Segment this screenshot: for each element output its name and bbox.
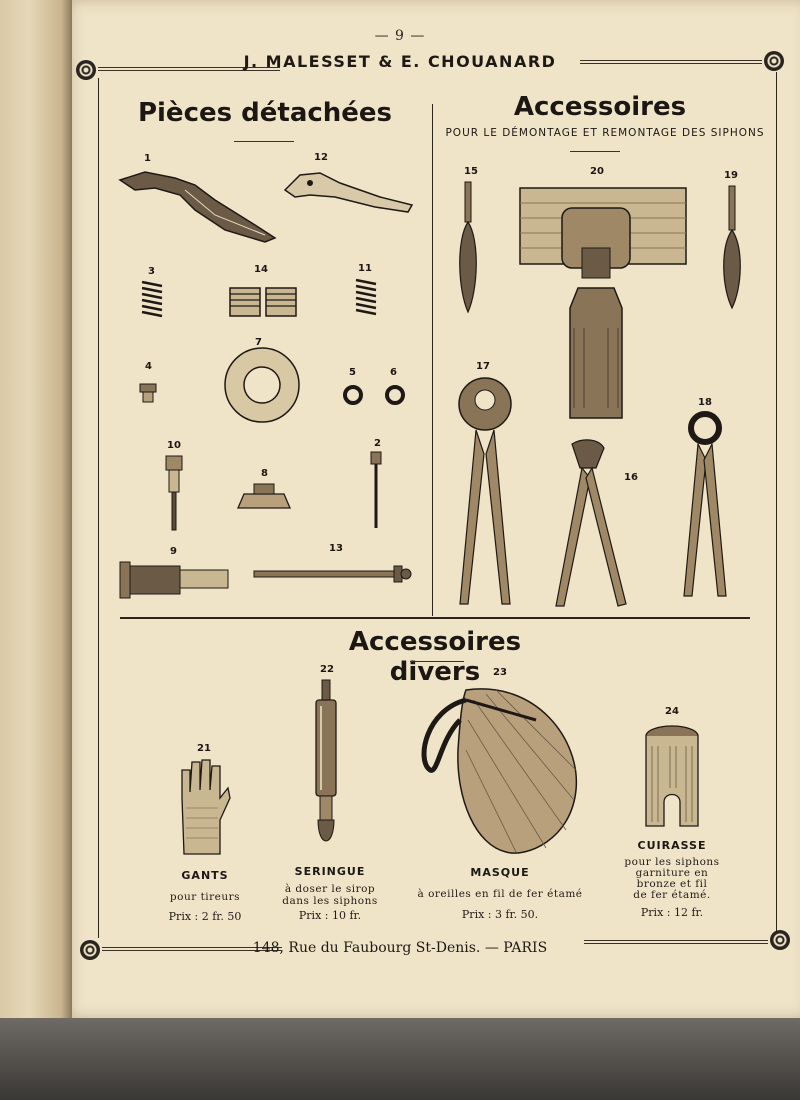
part-number: 7 <box>255 337 262 348</box>
item-desc-cuirasse: bronze et fil <box>636 878 708 890</box>
ring-illustration <box>342 384 364 406</box>
part-number: 8 <box>261 468 268 479</box>
frame-right <box>776 72 777 934</box>
item-price-seringue: Prix : 10 fr. <box>298 909 362 922</box>
item-desc-seringue: à doser le sirop <box>284 883 376 895</box>
cap-illustration <box>234 480 294 512</box>
book-binding <box>0 0 72 1020</box>
bench-vise-siphon-illustration <box>518 178 690 428</box>
column-divider <box>432 104 433 616</box>
cuirasse-illustration <box>642 722 702 832</box>
item-desc-masque: à oreilles en fil de fer étamé <box>417 888 583 900</box>
item-desc-gants: pour tireurs <box>169 891 241 903</box>
screw-cap-illustration <box>226 284 302 320</box>
item-name-seringue: SERINGUE <box>294 865 366 878</box>
item-desc-seringue: dans les siphons <box>282 895 378 907</box>
lever-illustration <box>280 165 420 220</box>
pincers-illustration <box>680 410 730 600</box>
part-number: 23 <box>493 667 507 678</box>
spring-illustration <box>354 276 378 320</box>
part-number: 20 <box>590 166 604 177</box>
scanner-bed <box>0 1018 800 1100</box>
item-price-cuirasse: Prix : 12 fr. <box>640 906 704 919</box>
item-price-gants: Prix : 2 fr. 50 <box>168 910 242 923</box>
washer-illustration <box>222 345 302 425</box>
tube-illustration <box>118 558 232 602</box>
part-number: 14 <box>254 264 268 275</box>
part-number: 2 <box>374 438 381 449</box>
pincers-illustration <box>454 374 516 608</box>
section-subtitle-accessoires: POUR LE DÉMONTAGE ET REMONTAGE DES SIPHONS <box>445 127 765 139</box>
screwdriver-illustration <box>718 184 746 312</box>
part-number: 18 <box>698 397 712 408</box>
part-number: 19 <box>724 170 738 181</box>
part-number: 13 <box>329 543 343 554</box>
needle-illustration <box>368 450 384 532</box>
page-number: — 9 — <box>374 28 426 44</box>
section-title-accessoires: Accessoires <box>513 92 687 122</box>
part-number: 6 <box>390 367 397 378</box>
title-ornament <box>410 661 464 662</box>
part-number: 11 <box>358 263 372 274</box>
valve-pin-illustration <box>160 454 190 534</box>
frame-left <box>98 78 99 938</box>
part-number: 3 <box>148 266 155 277</box>
nut-illustration <box>138 380 158 404</box>
part-number: 15 <box>464 166 478 177</box>
company-header: J. MALESSET & E. CHOUANARD <box>243 52 557 71</box>
section-title-divers: Accessoires divers <box>348 627 522 687</box>
part-number: 1 <box>144 153 151 164</box>
item-price-masque: Prix : 3 fr. 50. <box>461 908 539 921</box>
pliers-illustration <box>552 438 632 610</box>
glove-illustration <box>172 758 232 858</box>
title-ornament <box>234 141 294 142</box>
section-divider <box>120 617 750 619</box>
part-number: 5 <box>349 367 356 378</box>
title-ornament <box>570 151 620 152</box>
part-number: 17 <box>476 361 490 372</box>
part-number: 12 <box>314 152 328 163</box>
syringe-illustration <box>306 678 346 858</box>
part-number: 24 <box>665 706 679 717</box>
rod-illustration <box>252 563 414 585</box>
part-number: 16 <box>624 472 638 483</box>
part-number: 4 <box>145 361 152 372</box>
item-desc-cuirasse: pour les siphons <box>624 856 720 868</box>
mask-illustration <box>416 680 586 858</box>
item-desc-cuirasse: de fer étamé. <box>633 889 711 901</box>
screwdriver-illustration <box>456 180 480 316</box>
lever-illustration <box>115 160 285 250</box>
item-name-cuirasse: CUIRASSE <box>637 839 707 852</box>
item-desc-cuirasse: garniture en <box>635 867 709 879</box>
footer-address: 148, Rue du Faubourg St-Denis. — PARIS <box>252 940 548 956</box>
ring-illustration <box>384 384 406 406</box>
item-name-masque: MASQUE <box>470 866 530 879</box>
part-number: 21 <box>197 743 211 754</box>
section-title-pieces: Pièces détachées <box>137 98 393 128</box>
spring-illustration <box>140 278 164 322</box>
part-number: 22 <box>320 664 334 675</box>
part-number: 9 <box>170 546 177 557</box>
part-number: 10 <box>167 440 181 451</box>
item-name-gants: GANTS <box>181 869 229 882</box>
